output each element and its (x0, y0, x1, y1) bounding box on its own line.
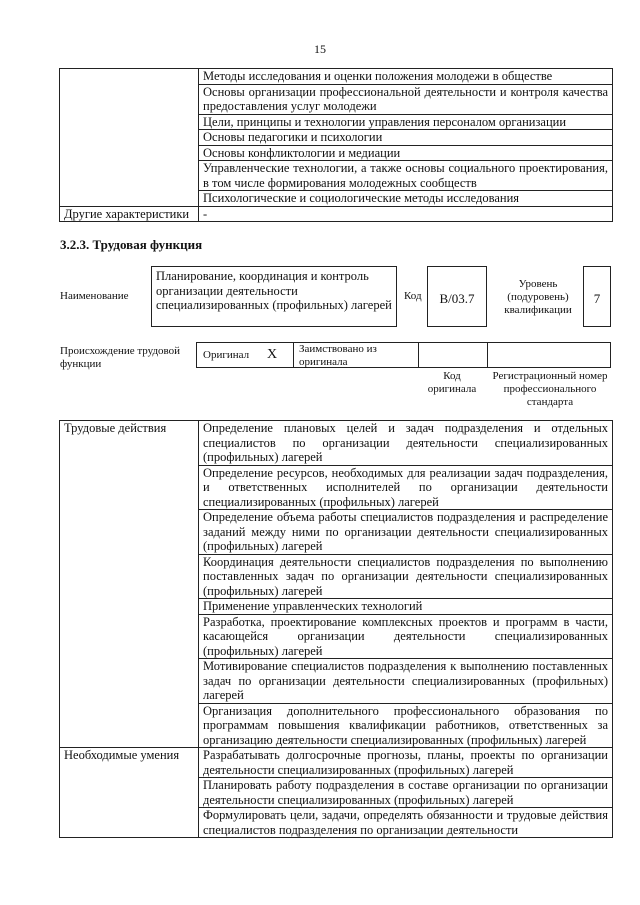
labor-action-item: Определение плановых целей и задач подразделения и отдельных специалистов по организации деятельности специализированных (профильных) лагерей (199, 421, 613, 466)
origin-label: Происхождение трудовой функции (60, 345, 181, 370)
code-label: Код (404, 290, 422, 302)
labor-action-item: Определение объема работы специалистов подразделения и распределение заданий между ними по организации деятельности специализированных (профильных) лагерей (199, 510, 613, 555)
skill-item: Планировать работу подразделения в составе организации по организации деятельности специализированных (профильных) лагерей (199, 778, 613, 808)
knowledge-item: Основы конфликтологии и медиации (199, 145, 613, 161)
code-original-label: Код оригинала (427, 370, 477, 395)
skill-item: Формулировать цели, задачи, определять обязанности и трудовые действия специалистов подразделения по организации деятельности (199, 808, 613, 838)
function-code: B/03.7 (427, 266, 487, 327)
labor-action-item: Определение ресурсов, необходимых для реализации задач подразделения, и ответственных исполнителей по организации деятельности специализированных (профильных) лагерей (199, 465, 613, 510)
other-characteristics-value: - (199, 206, 613, 222)
section-title: 3.2.3. Трудовая функция (60, 237, 203, 252)
labor-action-item: Мотивирование специалистов подразделения к выполнению поставленных задач по организации деятельности специализированных (профильных) лагерей (199, 659, 613, 704)
labor-action-item: Применение управленческих технологий (199, 599, 613, 615)
labor-action-item: Организация дополнительного профессионального образования по программам повышения квалификации работников, ответственных за организацию деятельности специализированных (профильных) лагерей (199, 703, 613, 748)
knowledge-item: Основы организации профессиональной деятельности и контроля качества предоставления услуг молодежи (199, 84, 613, 114)
level-value: 7 (583, 266, 611, 327)
knowledge-item: Методы исследования и оценки положения молодежи в обществе (199, 69, 613, 85)
page-number: 15 (314, 42, 326, 56)
original-label: Оригинал (203, 349, 250, 361)
name-label: Наименование (60, 290, 129, 302)
required-skills-label: Необходимые умения (60, 748, 199, 838)
original-mark: X (267, 347, 278, 362)
reg-number-label: Регистрационный номер профессионального стандарта (492, 370, 608, 408)
work-table (59, 420, 613, 838)
level-label: Уровень (подуровень) квалификации (504, 278, 572, 316)
skill-item: Разрабатывать долгосрочные прогнозы, планы, проекты по организации деятельности специализированных (профильных) лагерей (199, 748, 613, 778)
labor-action-item: Разработка, проектирование комплексных проектов и программ в части, касающейся организации деятельности специализированных (профильных) лагерей (199, 614, 613, 659)
knowledge-item: Управленческие технологии, а также основы социального проектирования, в том числе формирования молодежных сообществ (199, 161, 613, 191)
other-characteristics-label: Другие характеристики (60, 206, 199, 222)
knowledge-item: Психологические и социологические методы исследования (199, 191, 613, 207)
labor-actions-label: Трудовые действия (60, 421, 199, 748)
labor-action-item: Координация деятельности специалистов подразделения по выполнению поставленных задач по организации деятельности специализированных (профильных) лагерей (199, 554, 613, 599)
function-name: Планирование, координация и контроль организации деятельности специализированных (профильных) лагерей (151, 266, 397, 327)
knowledge-item: Основы педагогики и психологии (199, 130, 613, 146)
origin-table (196, 342, 611, 368)
borrowed-label: Заимствовано из оригинала (299, 343, 377, 368)
knowledge-item: Цели, принципы и технологии управления персоналом организации (199, 114, 613, 130)
knowledge-table (59, 68, 613, 222)
